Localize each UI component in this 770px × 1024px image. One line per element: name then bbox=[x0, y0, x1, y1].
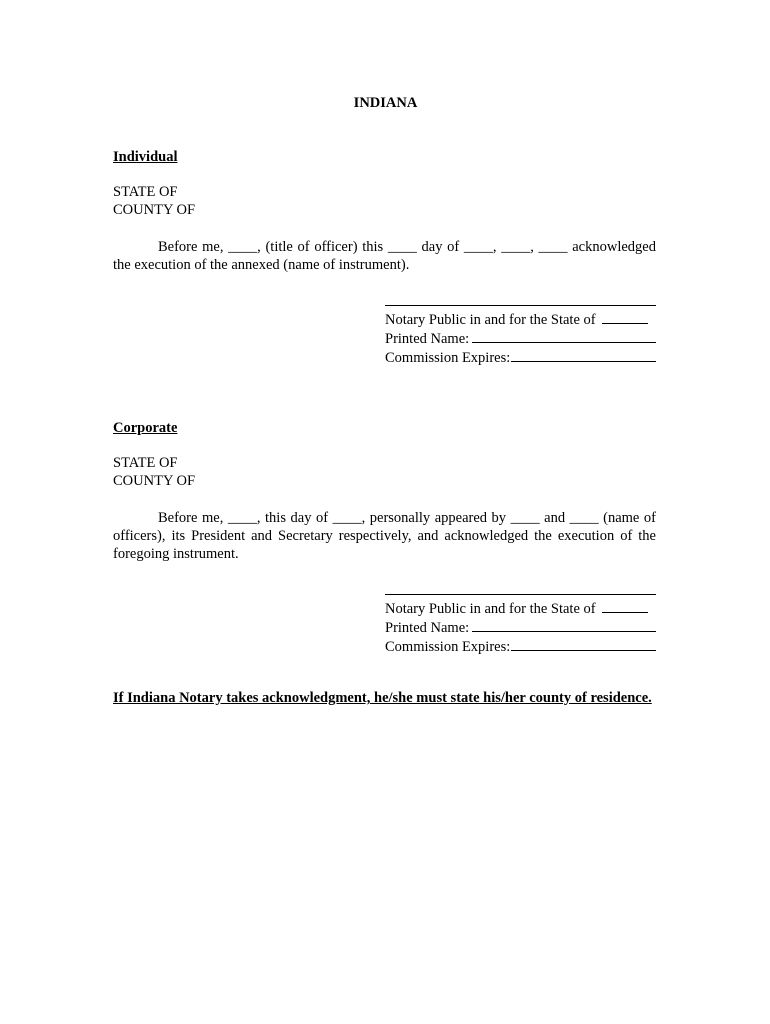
corporate-heading: Corporate bbox=[113, 420, 178, 436]
document-title: INDIANA bbox=[353, 95, 418, 111]
corporate-signature-block bbox=[385, 594, 656, 656]
corporate-commission-blank[interactable] bbox=[511, 637, 656, 651]
corporate-state-blank[interactable] bbox=[602, 599, 648, 613]
corporate-printed-name-label: Printed Name: bbox=[385, 620, 470, 636]
individual-signature-block bbox=[385, 305, 656, 367]
individual-printed-name-blank[interactable] bbox=[472, 329, 656, 343]
corporate-acknowledgment-text: Before me, ____, this day of ____, personally appeared by ____ and ____ (name of officers), its President and Secretary respectively, and acknowledged the execution of the foregoing instrument. bbox=[113, 510, 656, 562]
individual-heading: Individual bbox=[113, 149, 178, 165]
individual-state-label: STATE OF bbox=[113, 184, 178, 200]
residence-notice: If Indiana Notary takes acknowledgment, he/she must state his/her county of residence. bbox=[113, 690, 652, 706]
individual-notary-label: Notary Public in and for the State of bbox=[385, 312, 596, 328]
corporate-commission-row bbox=[385, 637, 656, 656]
individual-signature-line[interactable] bbox=[385, 305, 656, 306]
corporate-notary-label: Notary Public in and for the State of bbox=[385, 601, 596, 617]
individual-county-label: COUNTY OF bbox=[113, 202, 196, 218]
individual-notary-row bbox=[385, 310, 656, 329]
individual-printed-name-label: Printed Name: bbox=[385, 331, 470, 347]
individual-acknowledgment-text: Before me, ____, (title of officer) this ____ day of ____, ____, ____ acknowledged the execution of the annexed (name of instrument). bbox=[113, 239, 656, 273]
individual-commission-row bbox=[385, 348, 656, 367]
corporate-printed-name-blank[interactable] bbox=[472, 618, 656, 632]
corporate-state-label: STATE OF bbox=[113, 455, 178, 471]
corporate-county-label: COUNTY OF bbox=[113, 473, 196, 489]
corporate-commission-label: Commission Expires: bbox=[385, 639, 511, 655]
individual-state-blank[interactable] bbox=[602, 310, 648, 324]
individual-commission-label: Commission Expires: bbox=[385, 350, 511, 366]
individual-commission-blank[interactable] bbox=[511, 348, 656, 362]
corporate-printed-name-row bbox=[385, 618, 656, 637]
corporate-signature-line[interactable] bbox=[385, 594, 656, 595]
individual-printed-name-row bbox=[385, 329, 656, 348]
corporate-notary-row bbox=[385, 599, 656, 618]
